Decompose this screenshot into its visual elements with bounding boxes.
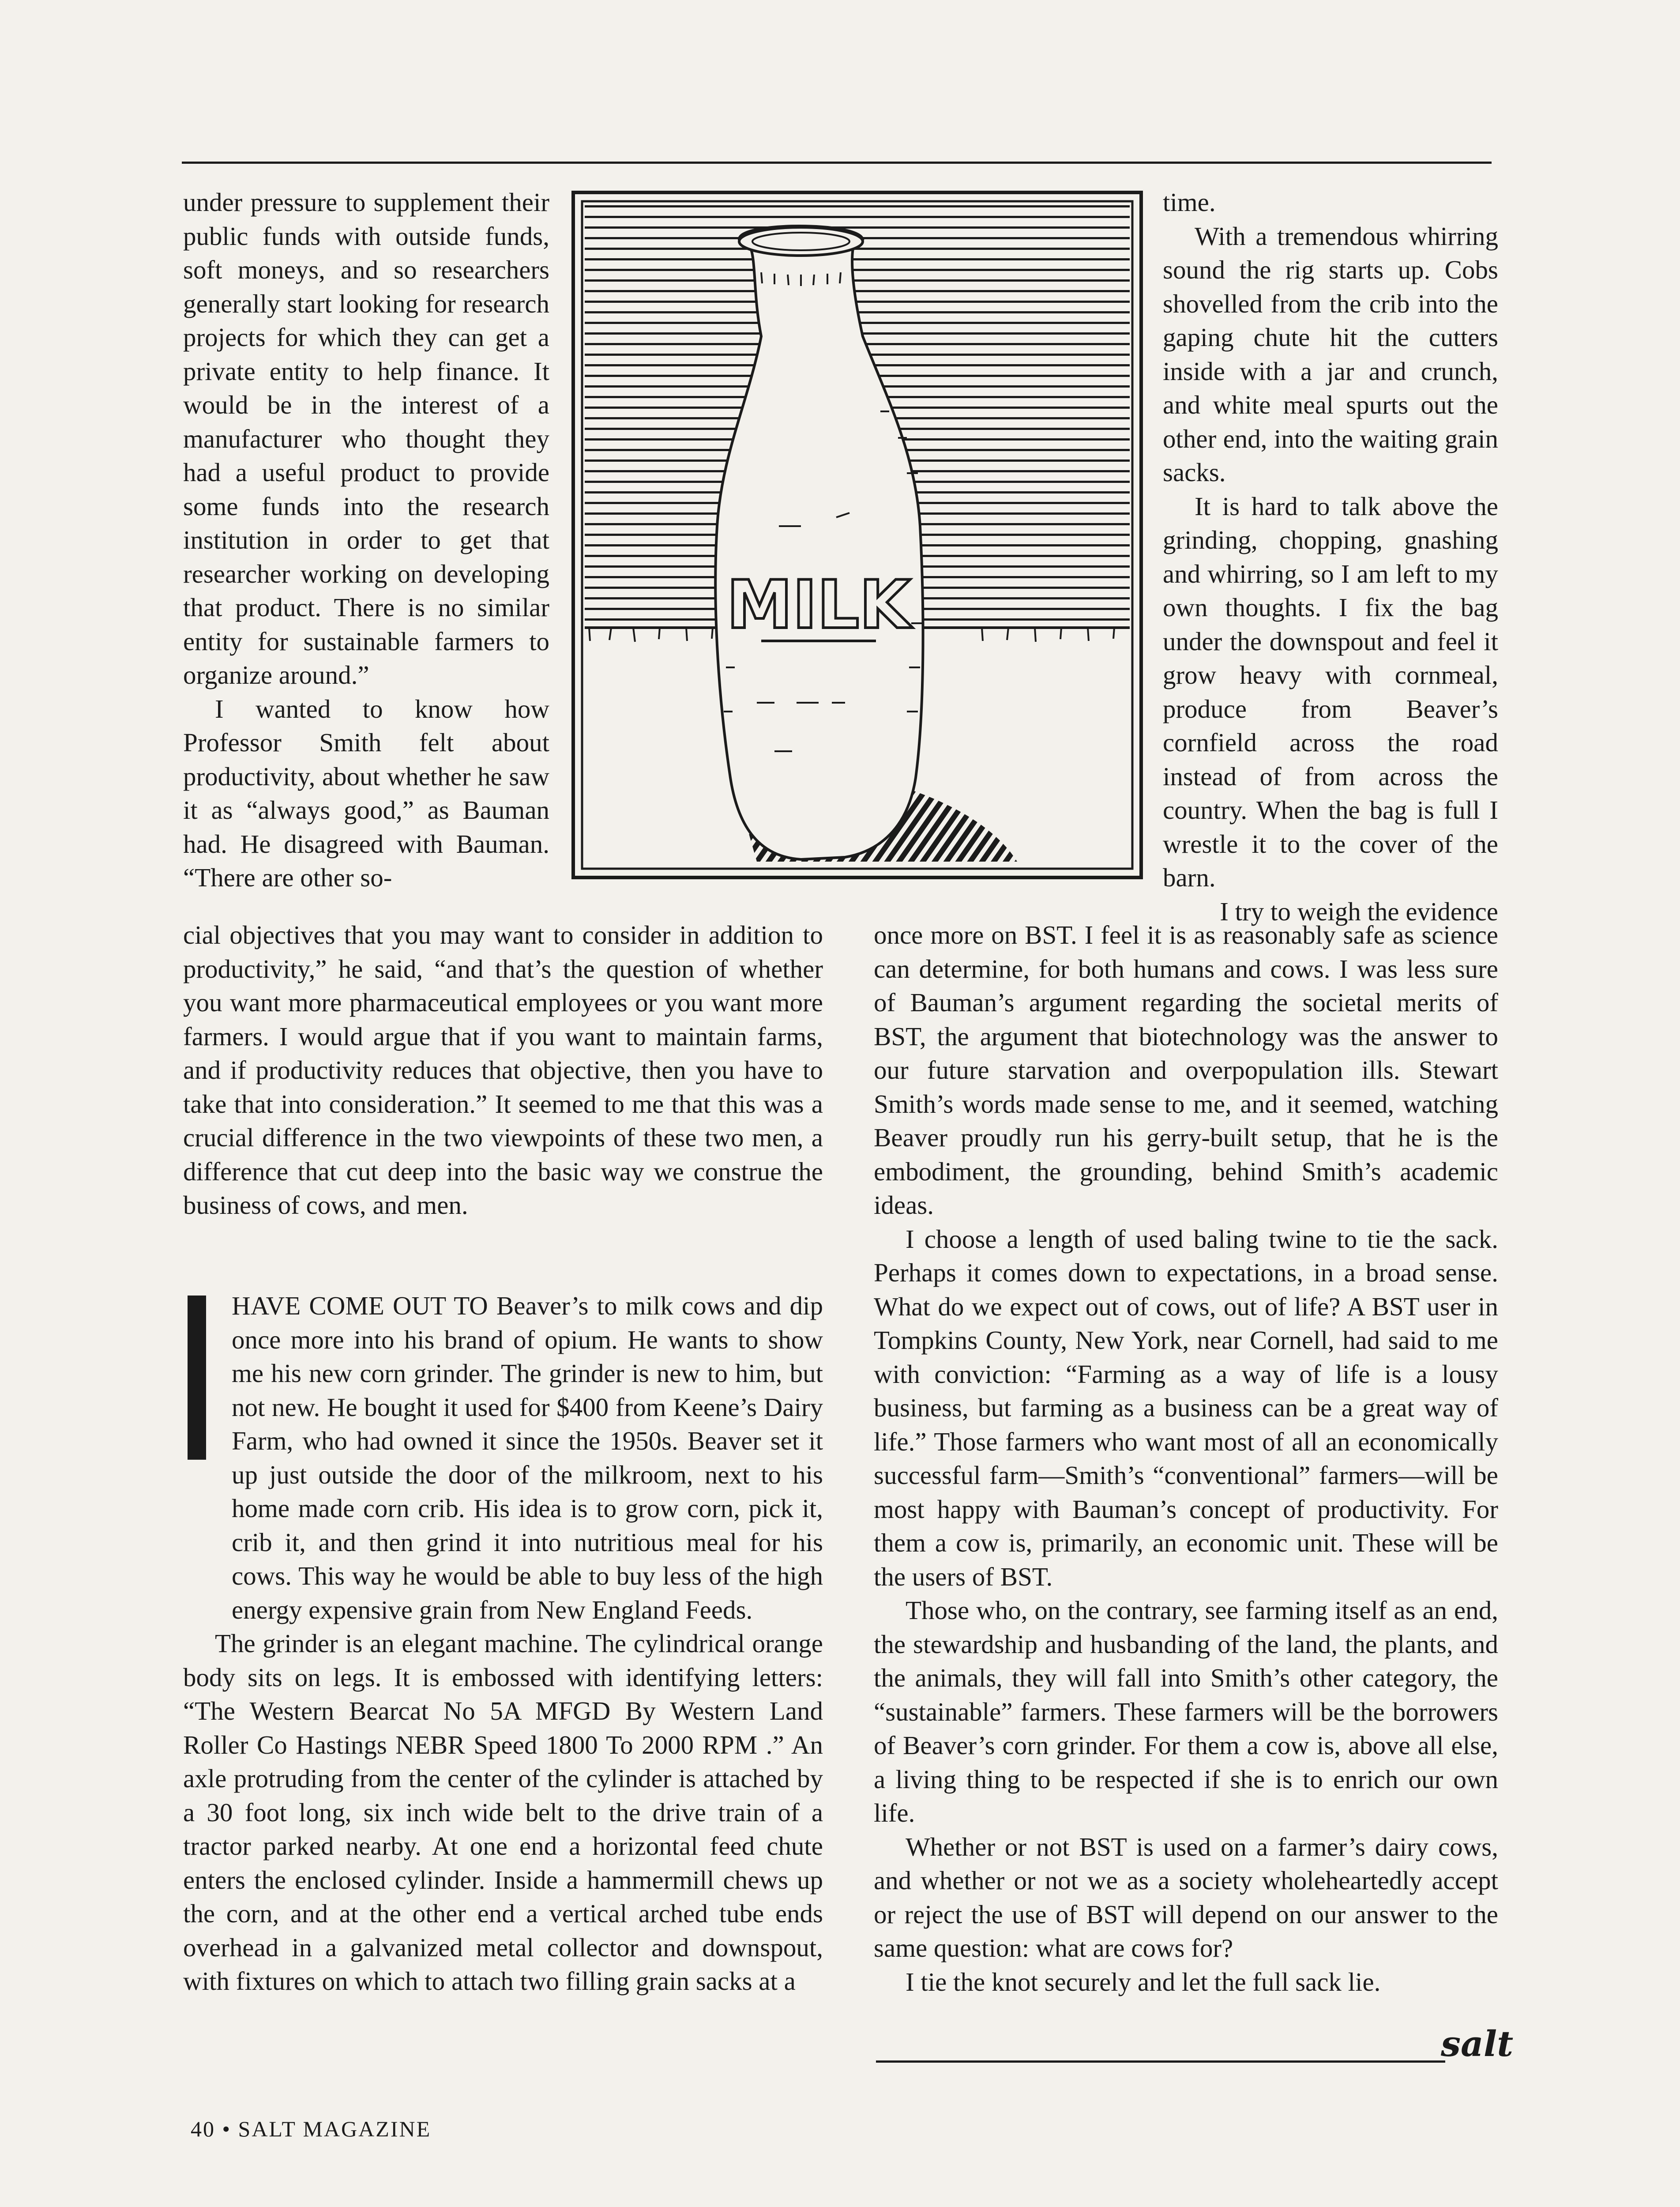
left-column-section: [183, 1289, 823, 1998]
end-mark: salt: [1441, 2023, 1514, 2064]
left-column-lower: [183, 918, 823, 1222]
paragraph: I choose a length of used baling twine to tie the sack. Perhaps it comes down to expectations, in a broad sense. What do we expect out of cows, out of life? A BST user in Tompkins County, New York, near Cornell, had said to me with conviction: “Farming as a way of life is a lousy business, but farming as a business can be a great way of life.” Those farmers who want most of all an economically successful farm—Smith’s “conventional” farmers—will be most happy with Bauman’s concept of productivity. For them a cow is, primarily, an economic unit. These will be the users of BST.: [874, 1224, 1498, 1591]
page-footer: 40 • SALT MAGAZINE: [191, 2117, 432, 2141]
left-column-upper: [183, 185, 549, 895]
right-column-lower: [874, 918, 1498, 1999]
paragraph: [183, 1289, 823, 1627]
milk-bottle-illustration: [571, 191, 1143, 879]
end-rule: [876, 2060, 1445, 2063]
lead-text: Beaver’s to milk cows and dip once more into his brand of opium. He wants to show me his new corn grinder. The grinder is new to him, but not new. He bought it used for $400 from Keene’s Dairy Farm, who had owned it since the 1950s. Beaver set it up just outside the door of the milkroom, next to his home made corn crib. His idea is to grow corn, pick it, crib it, and then grind it into nutritious meal for his cows. This way he would be able to buy less of the high energy expensive grain from New England Feeds.: [232, 1291, 823, 1624]
paragraph: I try to weigh the evidence: [1220, 896, 1498, 926]
paragraph: once more on BST. I feel it is as reasonably safe as science can determine, for both humans and cows. I was less sure of Bauman’s argument regarding the societal merits of BST, the argument that biotechnology was the answer to our future starvation and overpopulation ills. Stewart Smith’s words made sense to me, and it seemed, watching Beaver proudly run his gerry-built setup, that he is the embodiment, the grounding, behind Smith’s academic ideas.: [874, 920, 1498, 1220]
right-column-upper: [1163, 185, 1498, 928]
top-rule: [182, 162, 1492, 164]
bottle-label: MILK: [726, 567, 911, 644]
paragraph: cial objectives that you may want to consider in addition to productivity,” he said, “and that’s the question of whether you want more pharmaceutical employees or you want more farmers. I would argue that if you want to maintain farms, and if productivity reduces that objective, then you have to take that into consideration.” It seemed to me that this was a crucial difference in the two viewpoints of these two men, a difference that cut deep into the basic way we construe the business of cows, and men.: [183, 920, 823, 1220]
lead-caps: HAVE COME OUT TO: [232, 1291, 488, 1320]
paragraph: The grinder is an elegant machine. The cylindrical orange body sits on legs. It is embossed with identifying letters: “The Western Bearcat No 5A MFGD By Western Land Roller Co Hastings NEBR Speed 1800 To 2000 RPM .” An axle protruding from the center of the cylinder is attached by a 30 foot long, six inch wide belt to the drive train of a tractor parked nearby. At one end a horizontal feed chute enters the enclosed cylinder. Inside a hammermill chews up the corn, and at the other end a vertical arched tube ends overhead in a galvanized metal collector and downspout, with fixtures on which to attach two filling grain sacks at a: [183, 1629, 823, 1996]
paragraph: time.: [1163, 188, 1216, 217]
paragraph: It is hard to talk above the grinding, chopping, gnashing and whirring, so I am left to my own thoughts. I fix the bag under the downspout and feel it grow heavy with cornmeal, produce from Beaver’s cornfield across the road instead of from across the country. When the bag is full I wrestle it to the cover of the barn.: [1163, 491, 1498, 892]
paragraph: Whether or not BST is used on a farmer’s dairy cows, and whether or not we as a society wholeheartedly accept or reject the use of BST will depend on our answer to the same question: what are cows for?: [874, 1832, 1498, 1962]
paragraph: With a tremendous whirring sound the rig starts up. Cobs shovelled from the crib into the gaping chute hit the cutters inside with a jar and crunch, and white meal spurts out the other end, into the waiting grain sacks.: [1163, 221, 1498, 487]
paragraph: Those who, on the contrary, see farming itself as an end, the stewardship and husbanding of the land, the plants, and the animals, they will fall into Smith’s other category, the “sustainable” farmers. These farmers will be the borrowers of Beaver’s corn grinder. For them a cow is, above all else, a living thing to be respected if she is to enrich our own life.: [874, 1596, 1498, 1827]
paragraph: I tie the knot securely and let the full sack lie.: [906, 1967, 1381, 1996]
paragraph: under pressure to supplement their public funds with outside funds, soft moneys, and so researchers generally start looking for research projects for which they can get a private entity to help finance. It would be in the interest of a manufacturer who thought they had a useful product to provide some funds into the research institution in order to get that researcher working on developing that product. There is no similar entity for sustainable farmers to organize around.”: [183, 188, 549, 689]
paragraph: I wanted to know how Professor Smith felt about productivity, about whether he saw it as “always good,” as Bauman had. He disagreed with Bauman. “There are other so-: [183, 694, 549, 892]
section-lead: [183, 1289, 823, 1627]
